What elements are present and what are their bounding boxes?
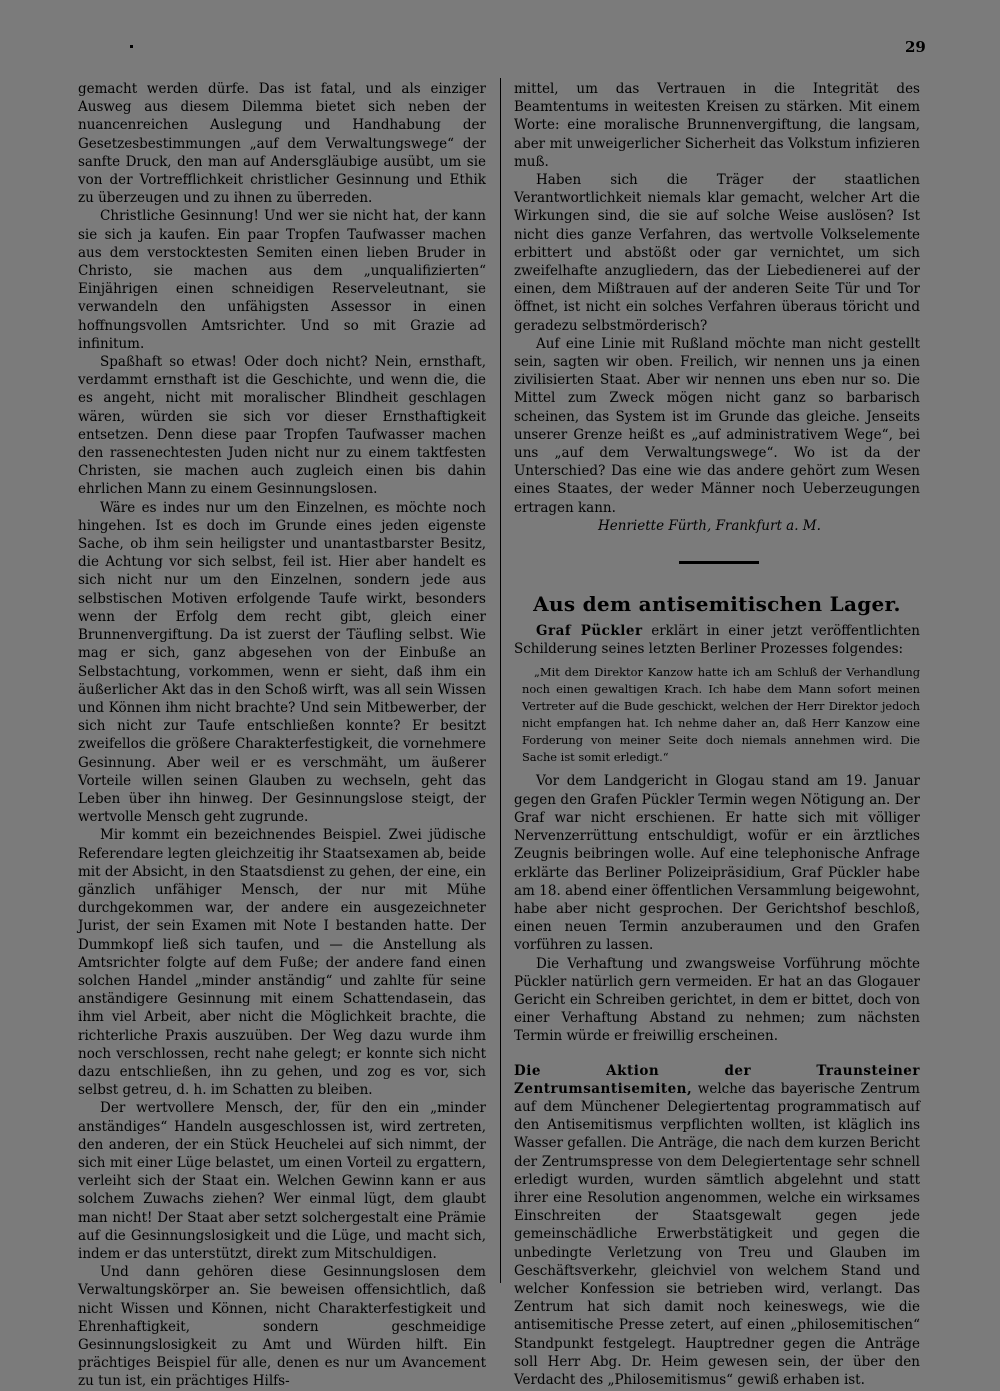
paragraph-lead: Die Aktion der Traunsteiner Zentrumsantisemiten, — [514, 1062, 920, 1097]
left-paragraph: Mir kommt ein bezeichnendes Beispiel. Zwei jüdische Referendare legten gleichzeitig ihr Staatsexamen ab, beide mit der Absicht, in den Staatsdienst zu gehen, der eine, ein gänzlich unfähiger Mensch, der nur mit Mühe durchgekommen war, der andere ein ausgezeichneter Jurist, der sein Examen mit Note I bestanden hatte. Der Dummkopf ließ sich taufen, und — die Anstellung als Amtsrichter folgte auf dem Fuße; der andere fand einen solchen Handel „minder anständig“ und zahlte für seine anständigere Gesinnung mit einem Schattendasein, das ihm viel Arbeit, aber nicht die Möglichkeit brachte, die richterliche Praxis auszuüben. Der Weg dazu wurde ihm noch verschlossen, recht nahe gelegt; er konnte sich nicht dazu entschließen, ihn zu gehen, und zog es vor, sich selbst getreu, d. h. im Schatten zu bleiben. — [78, 827, 486, 1099]
left-paragraph: Und dann gehören diese Gesinnungslosen dem Verwaltungskörper an. Sie beweisen offensichtlich, daß nicht Wissen und Können, nicht Charakterfestigkeit und Ehrenhaftigkeit, sondern geschmeidige Gesinnungslosigkeit zu Amt und Würden hilft. Ein prächtiges Beispiel für alle, denen es nur um Avancement zu tun ist, ein prächtiges Hilfs- — [78, 1264, 486, 1390]
section-paragraph — [514, 622, 920, 658]
print-speck — [130, 45, 133, 48]
section-divider-rule — [679, 561, 759, 564]
section-paragraph: Vor dem Landgericht in Glogau stand am 19. Januar gegen den Grafen Pückler Termin wegen Nötigung an. Der Graf war nicht erschienen. Er hatte sich mit völliger Nervenzerrüttung entschuldigt, wofür er ein ärztliches Zeugnis beibringen wolle. Auf eine telephonische Anfrage erklärte das Berliner Polizeipräsidium, Graf Pückler habe am 18. abend einer öffentlichen Versammlung beigewohnt, habe aber nicht gesprochen. Der Gerichtshof beschloß, einen neuen Termin anzuberaumen und den Grafen vorführen zu lassen. — [514, 773, 920, 954]
paragraph-text: erklärt in einer jetzt veröffentlichten Schilderung seines letzten Berliner Prozesses folgendes: — [514, 623, 920, 658]
author-signature — [514, 517, 920, 535]
paragraph-gap — [514, 1046, 920, 1062]
right-column — [514, 80, 920, 1389]
left-paragraph: gemacht werden dürfe. Das ist fatal, und als einziger Ausweg aus diesem Dilemma bietet sich neben der nuancenreichen Auslegung und Handhabung der Gesetzesbestimmungen „auf dem Verwaltungswege“ der sanfte Druck, den man auf Andersgläubige ausübt, um sie von der Vortrefflichkeit christlicher Gesinnung und Ethik zu überzeugen und zu ihnen zu überreden. — [78, 81, 486, 207]
left-paragraph: Wäre es indes nur um den Einzelnen, es möchte noch hingehen. Ist es doch im Grunde eines jeden eigenste Sache, ob ihm sein heiligster und unantastbarster Besitz, die Achtung vor sich selbst, feil ist. Hier aber handelt es sich nicht nur um den Einzelnen, sondern jede aus selbstischen Motiven erfolgende Taufe wirkt, besonders wenn der Erfolg dem recht gibt, gleich einer Brunnenvergiftung. Da ist zuerst der Täufling selbst. Wie mag er sich, ganz abgesehen von der Einbuße an Selbstachtung, vorkommen, wenn er sieht, daß ihm ein äußerlicher Akt das in den Schoß wirft, was all sein Wissen und Können ihm nicht brachte? Und sein Mitbewerber, der sich nicht zur Taufe entschließen konnte? Er besitzt zweifellos die größere Charakterfestigkeit, die vornehmere Gesinnung. Aber weil er es verschmäht, um äußerer Vorteile willen seinen Glauben zu wechseln, geht das Leben über ihn hinweg. Der Gesinnungslose steigt, der wertvolle Mensch geht zugrunde. — [78, 499, 486, 826]
left-paragraph: Der wertvollere Mensch, der, für den ein „minder anständiges“ Handeln ausgeschlossen ist, wird zertreten, den anderen, der ein Stück Heuchelei auf sich nimmt, der sich mit einer Lüge belastet, um einen Vorteil zu ergattern, verleiht sich der Staat ein. Welchen Gewinn kann er aus solchem Zuwachs ziehen? Wer einmal lügt, dem glaubt man nicht! Der Staat aber setzt solchergestalt eine Prämie auf die Gesinnungslosigkeit und die Lüge, und macht sich, indem er das unterstützt, direkt zum Mitschuldigen. — [78, 1100, 486, 1262]
section-paragraph — [514, 1062, 920, 1390]
quoted-statement: „Mit dem Direktor Kanzow hatte ich am Schluß der Verhandlung noch einen gewaltigen Krach. Ich habe dem Mann sofort meinen Vertreter auf die Bude geschickt, welchen der Herr Direktor jedoch nicht empfangen hat. Ich nehme daher an, daß Herr Kanzow eine Forderung von meiner Seite doch niemals annehmen wird. Die Sache ist somit erledigt.“ — [522, 665, 920, 765]
column-divider — [500, 78, 501, 1283]
page-number: 29 — [905, 38, 926, 56]
right-paragraph: Haben sich die Träger der staatlichen Verantwortlichkeit niemals klar gemacht, welcher Art die Wirkungen sind, die sie auf solche Weise auslösen? Ist nicht dies ganze Verfahren, das wertvolle Volkselemente erbittert und abstößt oder gar vernichtet, um sich zweifelhafte anzugliedern, das der Liebedienerei auf der einen, dem Mißtrauen auf der anderen Seite Tür und Tor öffnet, ist nicht ein solches Verfahren überaus töricht und geradezu selbstmörderisch? — [514, 172, 920, 334]
section-heading: Aus dem antisemitischen Lager. — [533, 592, 901, 617]
left-paragraph: Spaßhaft so etwas! Oder doch nicht? Nein, ernsthaft, verdammt ernsthaft ist die Geschichte, und wenn die, die es angeht, nicht mit moralischer Blindheit geschlagen wären, würden sie sich vor dieser Ernsthaftigkeit entsetzen. Denn diese paar Tropfen Taufwasser machen den rassenechtesten Juden nicht nur zu einem taktfesten Christen, sie machen auch zugleich einen bis dahin ehrlichen Mann zu einem Gesinnungslosen. — [78, 354, 486, 498]
right-paragraph: mittel, um das Vertrauen in die Integrität des Beamtentums in weitesten Kreisen zu stärken. Mit einem Worte: eine moralische Brunnenvergiftung, die langsam, aber mit unweigerlicher Sicherheit das Volkstum infizieren muß. — [514, 81, 920, 170]
signature-text: Henriette Fürth, Frankfurt a. M. — [598, 517, 821, 534]
right-paragraph: Auf eine Linie mit Rußland möchte man nicht gestellt sein, sagten wir oben. Freilich, wir nennen uns ja einen zivilisierten Staat. Aber wir nennen uns eben nur so. Die Mittel zum Zweck mögen nicht ganz so barbarisch scheinen, das System ist im Grunde das gleiche. Jenseits unserer Grenze heißt es „auf administrativem Wege“, bei uns „auf dem Verwaltungswege“. Wo ist da der Unterschied? Das eine wie das andere gehört zum Wesen eines Staates, der weder Männer noch Ueberzeugungen ertragen kann. — [514, 335, 920, 516]
left-column — [78, 80, 486, 1391]
section-paragraph: Die Verhaftung und zwangsweise Vorführung möchte Pückler natürlich gern vermeiden. Er hat an das Glogauer Gericht ein Schreiben gerichtet, in dem er bittet, doch von einer Verhaftung Abstand zu nehmen; zum nächsten Termin würde er freiwillig erscheinen. — [514, 955, 920, 1045]
left-paragraph: Christliche Gesinnung! Und wer sie nicht hat, der kann sie sich ja kaufen. Ein paar Tropfen Taufwasser machen aus dem verstocktesten Semiten einen lieben Bruder in Christo, sie machen aus dem „unqualifizierten“ Einjährigen einen schneidigen Reserveleutnant, sie verwandeln den unfähigsten Assessor in einen hoffnungsvollen Amtsrichter. Und so mit Grazie ad infinitum. — [78, 208, 486, 352]
paragraph-text: welche das bayerische Zentrum auf dem Münchener Delegiertentag programmatisch auf den Antisemitismus verpflichten wollten, ist kläglich ins Wasser gefallen. Die Anträge, die nach dem kurzen Bericht der Zentrumspresse von dem Delegiertentage sehr schnell erledigt wurden, wurden sämtlich abgelehnt und statt ihrer eine Resolution angenommen, welche ein wirksames Einschreiten der Staatsgewalt gegen jede gemeinschädliche Erwerbstätigkeit und gegen die unbedingte Verletzung von Treu und Glauben im Geschäftsverkehr, gleichviel von welchem Stand und welcher Konfession sie betrieben wird, verlangt. Das Zentrum hat sich damit noch keineswegs, wie die antisemitische Presse zetert, auf einen „philosemitischen“ Standpunkt festgelegt. Hauptredner gegen die Anträge soll Herr Abg. Dr. Heim gewesen sein, der über den Verdacht des „Philosemitismus“ gewiß erhaben ist. — [514, 1080, 920, 1388]
paragraph-lead: Graf Pückler — [536, 623, 643, 640]
